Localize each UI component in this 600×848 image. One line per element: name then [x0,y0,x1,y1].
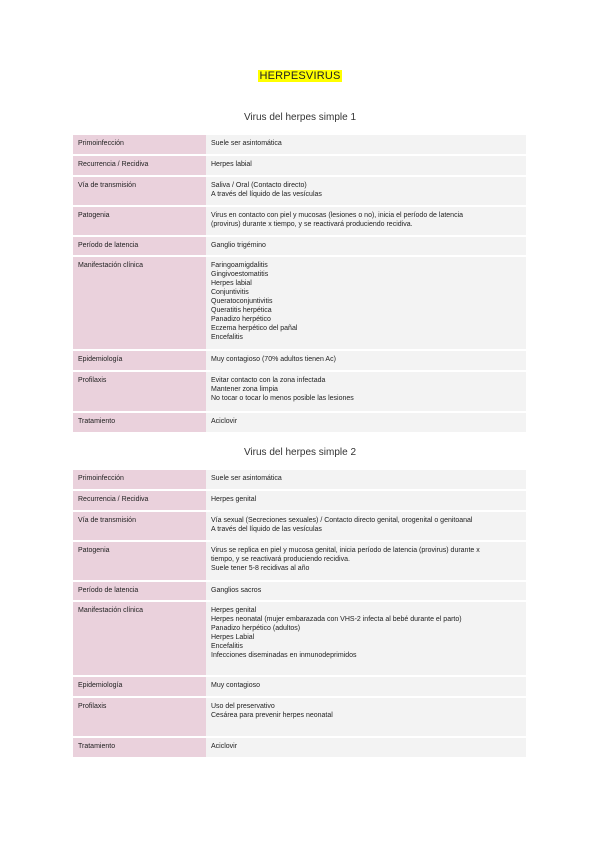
section-heading-hsv1: Virus del herpes simple 1 [243,112,357,123]
row-value [206,350,526,371]
value-line: Ganglios sacros [211,587,262,594]
table-row [73,155,526,176]
table-row [73,256,526,350]
row-value [206,206,526,236]
value-line: Herpes genital [211,607,257,614]
table-row [73,371,526,412]
row-label: Tratamiento [73,737,206,758]
value-line: Suele tener 5-8 recidivas al año [211,565,310,572]
value-line: Encefalitis [211,334,243,341]
row-label: Manifestación clínica [73,256,206,350]
hsv1-table [73,135,526,434]
value-line: Vía sexual (Secreciones sexuales) / Contacto directo genital, orogenital o genitoanal [211,517,473,524]
value-line: Herpes neonatal (mujer embarazada con VHS-2 infecta al bebé durante el parto) [211,616,462,623]
document-title-text: HERPESVIRUS [259,70,341,82]
value-line: Herpes labial [211,161,252,168]
table-row [73,697,526,737]
table-row [73,135,526,155]
value-line: Virus en contacto con piel y mucosas (lesiones o no), inicia el período de latencia [211,212,464,219]
row-value [206,256,526,350]
row-label: Vía de transmisión [73,176,206,206]
value-line: Infecciones diseminadas en inmunodeprimidos [211,652,357,659]
value-line: Aciclovir [211,418,238,425]
table-row [73,350,526,371]
value-line: tiempo, y se reactivará produciendo recidiva. [211,556,350,563]
value-line: Encefalitis [211,643,243,650]
value-line: Virus se replica en piel y mucosa genital, inicia período de latencia (provirus) durante x [211,547,480,554]
value-line: Uso del preservativo [211,703,275,710]
value-line: Suele ser asintomática [211,140,282,147]
value-line: Cesárea para prevenir herpes neonatal [211,712,333,719]
value-line: Aciclovir [211,743,238,750]
row-label: Período de latencia [73,581,206,601]
row-value [206,541,526,581]
row-label: Recurrencia / Recidiva [73,490,206,511]
row-value [206,236,526,256]
hsv2-table [73,470,526,759]
section-heading-hsv2: Virus del herpes simple 2 [243,447,357,458]
row-value [206,601,526,676]
table-row [73,412,526,433]
value-line [211,720,521,729]
value-line: A través del líquido de las vesículas [211,191,322,198]
row-label: Patogenia [73,206,206,236]
value-line: Herpes Labial [211,634,255,641]
row-value [206,697,526,737]
row-label: Profilaxis [73,371,206,412]
document-title [0,70,600,82]
row-value [206,511,526,541]
value-line: Queratitis herpética [211,307,272,314]
row-label: Manifestación clínica [73,601,206,676]
value-line: Muy contagioso [211,682,261,689]
table-row [73,601,526,676]
table-row [73,470,526,490]
value-line: Eczema herpético del pañal [211,325,298,332]
row-label: Período de latencia [73,236,206,256]
table-row [73,236,526,256]
row-value [206,155,526,176]
value-line: Muy contagioso (70% adultos tienen Ac) [211,356,336,363]
value-line: (provirus) durante x tiempo, y se reactivará produciendo recidiva. [211,221,413,228]
table-row [73,737,526,758]
value-line: Queratoconjuntivitis [211,298,273,305]
value-line: Herpes labial [211,280,252,287]
row-label: Tratamiento [73,412,206,433]
value-line: Suele ser asintomática [211,475,282,482]
value-line: Saliva / Oral (Contacto directo) [211,182,307,189]
table-row [73,176,526,206]
value-line: Gingivoestomatitis [211,271,269,278]
table-row [73,541,526,581]
value-line: Faringoamigdalitis [211,262,268,269]
row-value [206,470,526,490]
row-label: Epidemiología [73,676,206,697]
value-line: Mantener zona limpia [211,386,278,393]
value-line: Panadizo herpético [211,316,271,323]
table-row [73,490,526,511]
row-label: Epidemiología [73,350,206,371]
value-line: A través del líquido de las vesículas [211,526,322,533]
table-row [73,511,526,541]
row-value [206,676,526,697]
value-line: Conjuntivitis [211,289,249,296]
row-label: Vía de transmisión [73,511,206,541]
row-value [206,135,526,155]
row-label: Recurrencia / Recidiva [73,155,206,176]
value-line: Herpes genital [211,496,257,503]
table-row [73,206,526,236]
value-line: Evitar contacto con la zona infectada [211,377,326,384]
row-value [206,176,526,206]
table-row [73,676,526,697]
row-value [206,737,526,758]
row-value [206,581,526,601]
row-value [206,412,526,433]
row-label: Profilaxis [73,697,206,737]
row-label: Patogenia [73,541,206,581]
value-line: Ganglio trigémino [211,242,266,249]
row-value [206,490,526,511]
row-label: Primoinfección [73,135,206,155]
table-row [73,581,526,601]
row-label: Primoinfección [73,470,206,490]
value-line: No tocar o tocar lo menos posible las lesiones [211,395,354,402]
value-line: Panadizo herpético (adultos) [211,625,301,632]
row-value [206,371,526,412]
